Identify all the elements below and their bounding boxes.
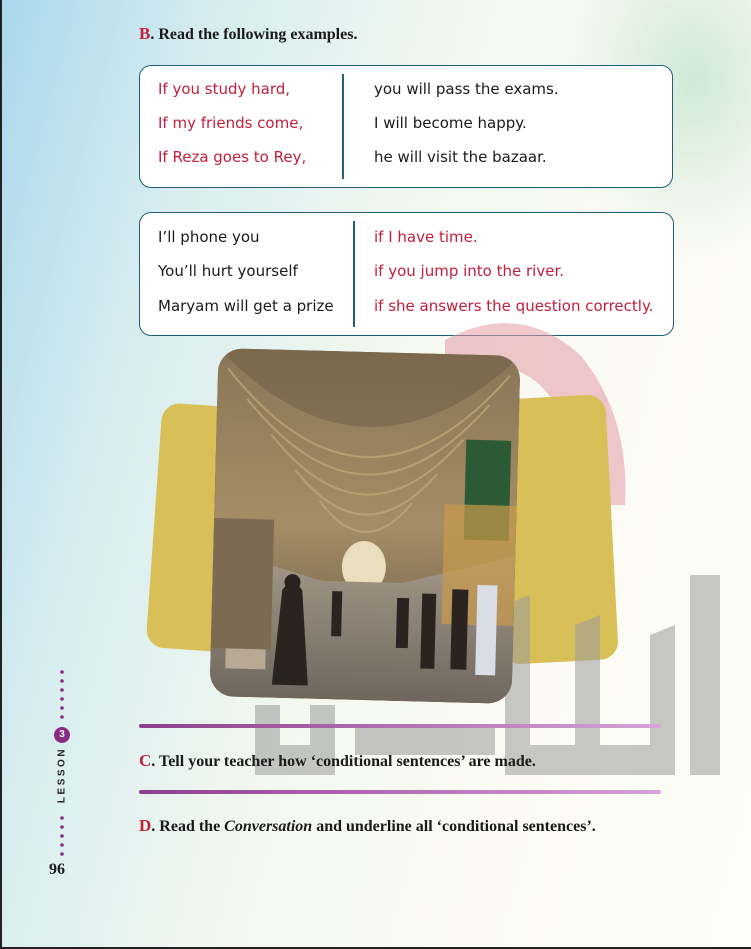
section-d-letter: D xyxy=(139,816,152,835)
page-number: 96 xyxy=(49,861,65,878)
section-c-text: . Tell your teacher how ‘conditional sentences’ are made. xyxy=(151,753,536,770)
divider-rule xyxy=(139,790,661,794)
section-b-letter: B xyxy=(139,24,151,43)
section-d-heading xyxy=(139,816,596,836)
lesson-number-badge: 3 xyxy=(54,727,70,743)
box-divider xyxy=(353,221,355,327)
condition-clause: If Reza goes to Rey, xyxy=(158,148,307,166)
condition-clause: if she answers the question correctly. xyxy=(374,297,654,315)
section-d-emphasis: Conversation xyxy=(224,818,313,835)
result-clause: he will visit the bazaar. xyxy=(374,148,547,166)
bazaar-photo-icon xyxy=(209,348,520,704)
result-clause: Maryam will get a prize xyxy=(158,297,334,315)
condition-clause: if I have time. xyxy=(374,228,478,246)
result-clause: I will become happy. xyxy=(374,114,527,132)
section-d-text: . Read the xyxy=(151,818,225,835)
section-b-heading xyxy=(139,24,357,44)
condition-clause: If my friends come, xyxy=(158,114,304,132)
result-clause: you will pass the exams. xyxy=(374,80,559,98)
section-c-heading xyxy=(139,751,536,771)
section-c-letter: C xyxy=(139,751,152,770)
example-box-if-first xyxy=(139,65,673,188)
section-d-text-end: and underline all ‘conditional sentences’. xyxy=(312,818,596,835)
result-clause: You’ll hurt yourself xyxy=(158,262,298,280)
bazaar-photo xyxy=(209,348,520,704)
section-b-text: . Read the following examples. xyxy=(150,26,358,43)
condition-clause: if you jump into the river. xyxy=(374,262,565,280)
lesson-label: LESSON xyxy=(56,746,68,804)
result-clause: I’ll phone you xyxy=(158,228,260,246)
condition-clause: If you study hard, xyxy=(158,80,291,98)
divider-rule xyxy=(139,724,661,728)
box-divider xyxy=(342,74,344,179)
